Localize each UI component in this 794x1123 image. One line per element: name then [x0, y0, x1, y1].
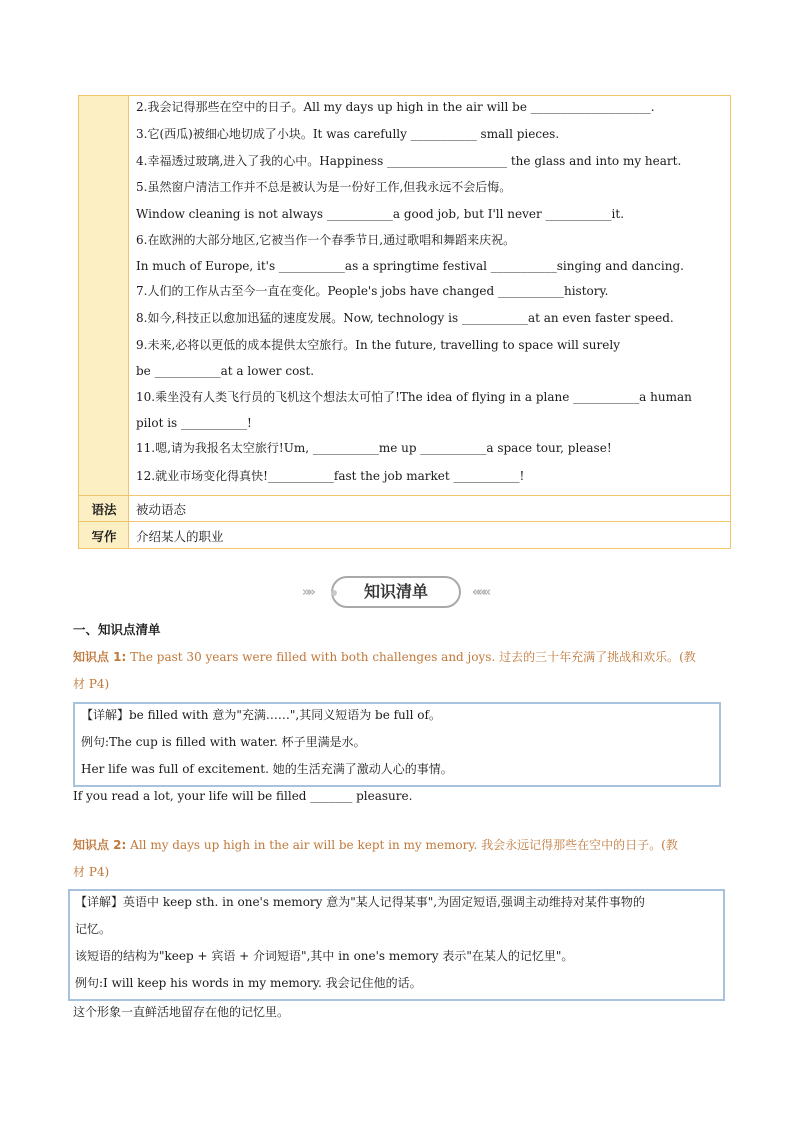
sentence-line: 12.就业市场变化得真快!___________fast the job market ___________! [136, 469, 525, 483]
kp2-exercise: 这个形象一直鲜活地留存在他的记忆里。 [73, 1005, 290, 1019]
detail-line: 例句:The cup is filled with water. 杯子里满是水。 [81, 735, 366, 749]
banner-left-decoration: »» [302, 585, 313, 600]
sentence-line: 10.乘坐没有人类飞行员的飞机这个想法太可怕了!The idea of flying in a plane ___________a human [136, 390, 692, 404]
row-divider [79, 521, 730, 522]
knowledge-point-1 [73, 649, 696, 665]
sentence-line: 11.嗯,请为我报名太空旅行!Um, ___________me up ___________a space tour, please! [136, 441, 612, 455]
table-label-column [79, 96, 129, 548]
section-banner: 知识清单 [331, 576, 461, 608]
detail-line: Her life was full of excitement. 她的生活充满了激动人心的事情。 [81, 762, 453, 776]
kp1-exercise: If you read a lot, your life will be filled _______ pleasure. [73, 789, 413, 803]
sentence-line: 4.幸福透过玻璃,进入了我的心中。Happiness ____________________ the glass and into my heart. [136, 154, 682, 168]
sentence-line: be ___________at a lower cost. [136, 364, 315, 378]
writing-label: 写作 [91, 529, 117, 544]
grammar-label: 语法 [91, 502, 117, 517]
kp2-detail-box [68, 889, 725, 1001]
knowledge-point-2 [73, 837, 678, 853]
sentence-line: 5.虽然窗户清洁工作并不总是被认为是一份好工作,但我永远不会后悔。 [136, 180, 512, 194]
sentence-line: In much of Europe, it's ___________as a springtime festival ___________singing and dancing. [136, 259, 684, 273]
sentence-line: 2.我会记得那些在空中的日子。All my days up high in the air will be ____________________. [136, 100, 655, 114]
sentence-line: 6.在欧洲的大部分地区,它被当作一个春季节日,通过歌唱和舞蹈来庆祝。 [136, 233, 516, 247]
detail-line: 例句:I will keep his words in my memory. 我会记住他的话。 [75, 976, 422, 990]
sentence-line: 7.人们的工作从古至今一直在变化。People's jobs have changed ___________history. [136, 284, 609, 298]
detail-line: 【详解】英语中 keep sth. in one's memory 意为"某人记得某事",为固定短语,强调主动维持对某件事物的 [75, 895, 645, 909]
kp1-label: 知识点 1: [73, 650, 127, 664]
kp2-label: 知识点 2: [73, 838, 127, 852]
section-heading: 一、知识点清单 [73, 622, 161, 637]
kp1-detail-box [73, 702, 721, 787]
sentence-line: 3.它(西瓜)被细心地切成了小块。It was carefully ___________ small pieces. [136, 127, 560, 141]
kp2-text-continued: 材 P4) [73, 865, 110, 879]
writing-value: 介绍某人的职业 [136, 529, 224, 544]
sentence-line: Window cleaning is not always ___________a good job, but I'll never ___________it. [136, 207, 625, 221]
row-divider [79, 495, 730, 496]
kp2-text: All my days up high in the air will be kept in my memory. 我会永远记得那些在空中的日子。(教 [130, 838, 678, 852]
banner-right-decoration: ««« [472, 585, 489, 600]
kp1-text: The past 30 years were filled with both challenges and joys. 过去的三十年充满了挑战和欢乐。(教 [130, 650, 696, 664]
sentence-line: pilot is ___________! [136, 416, 252, 430]
kp1-text-continued: 材 P4) [73, 677, 110, 691]
sentence-line: 8.如今,科技正以愈加迅猛的速度发展。Now, technology is ___________at an even faster speed. [136, 311, 674, 325]
detail-line: 记忆。 [75, 922, 112, 936]
detail-line: 该短语的结构为"keep + 宾语 + 介词短语",其中 in one's memory 表示"在某人的记忆里"。 [75, 949, 574, 963]
vocabulary-table [78, 95, 731, 549]
grammar-value: 被动语态 [136, 502, 187, 517]
detail-line: 【详解】be filled with 意为"充满……",其同义短语为 be full of。 [81, 708, 441, 722]
sentence-line: 9.未来,必将以更低的成本提供太空旅行。In the future, travelling to space will surely [136, 338, 620, 352]
